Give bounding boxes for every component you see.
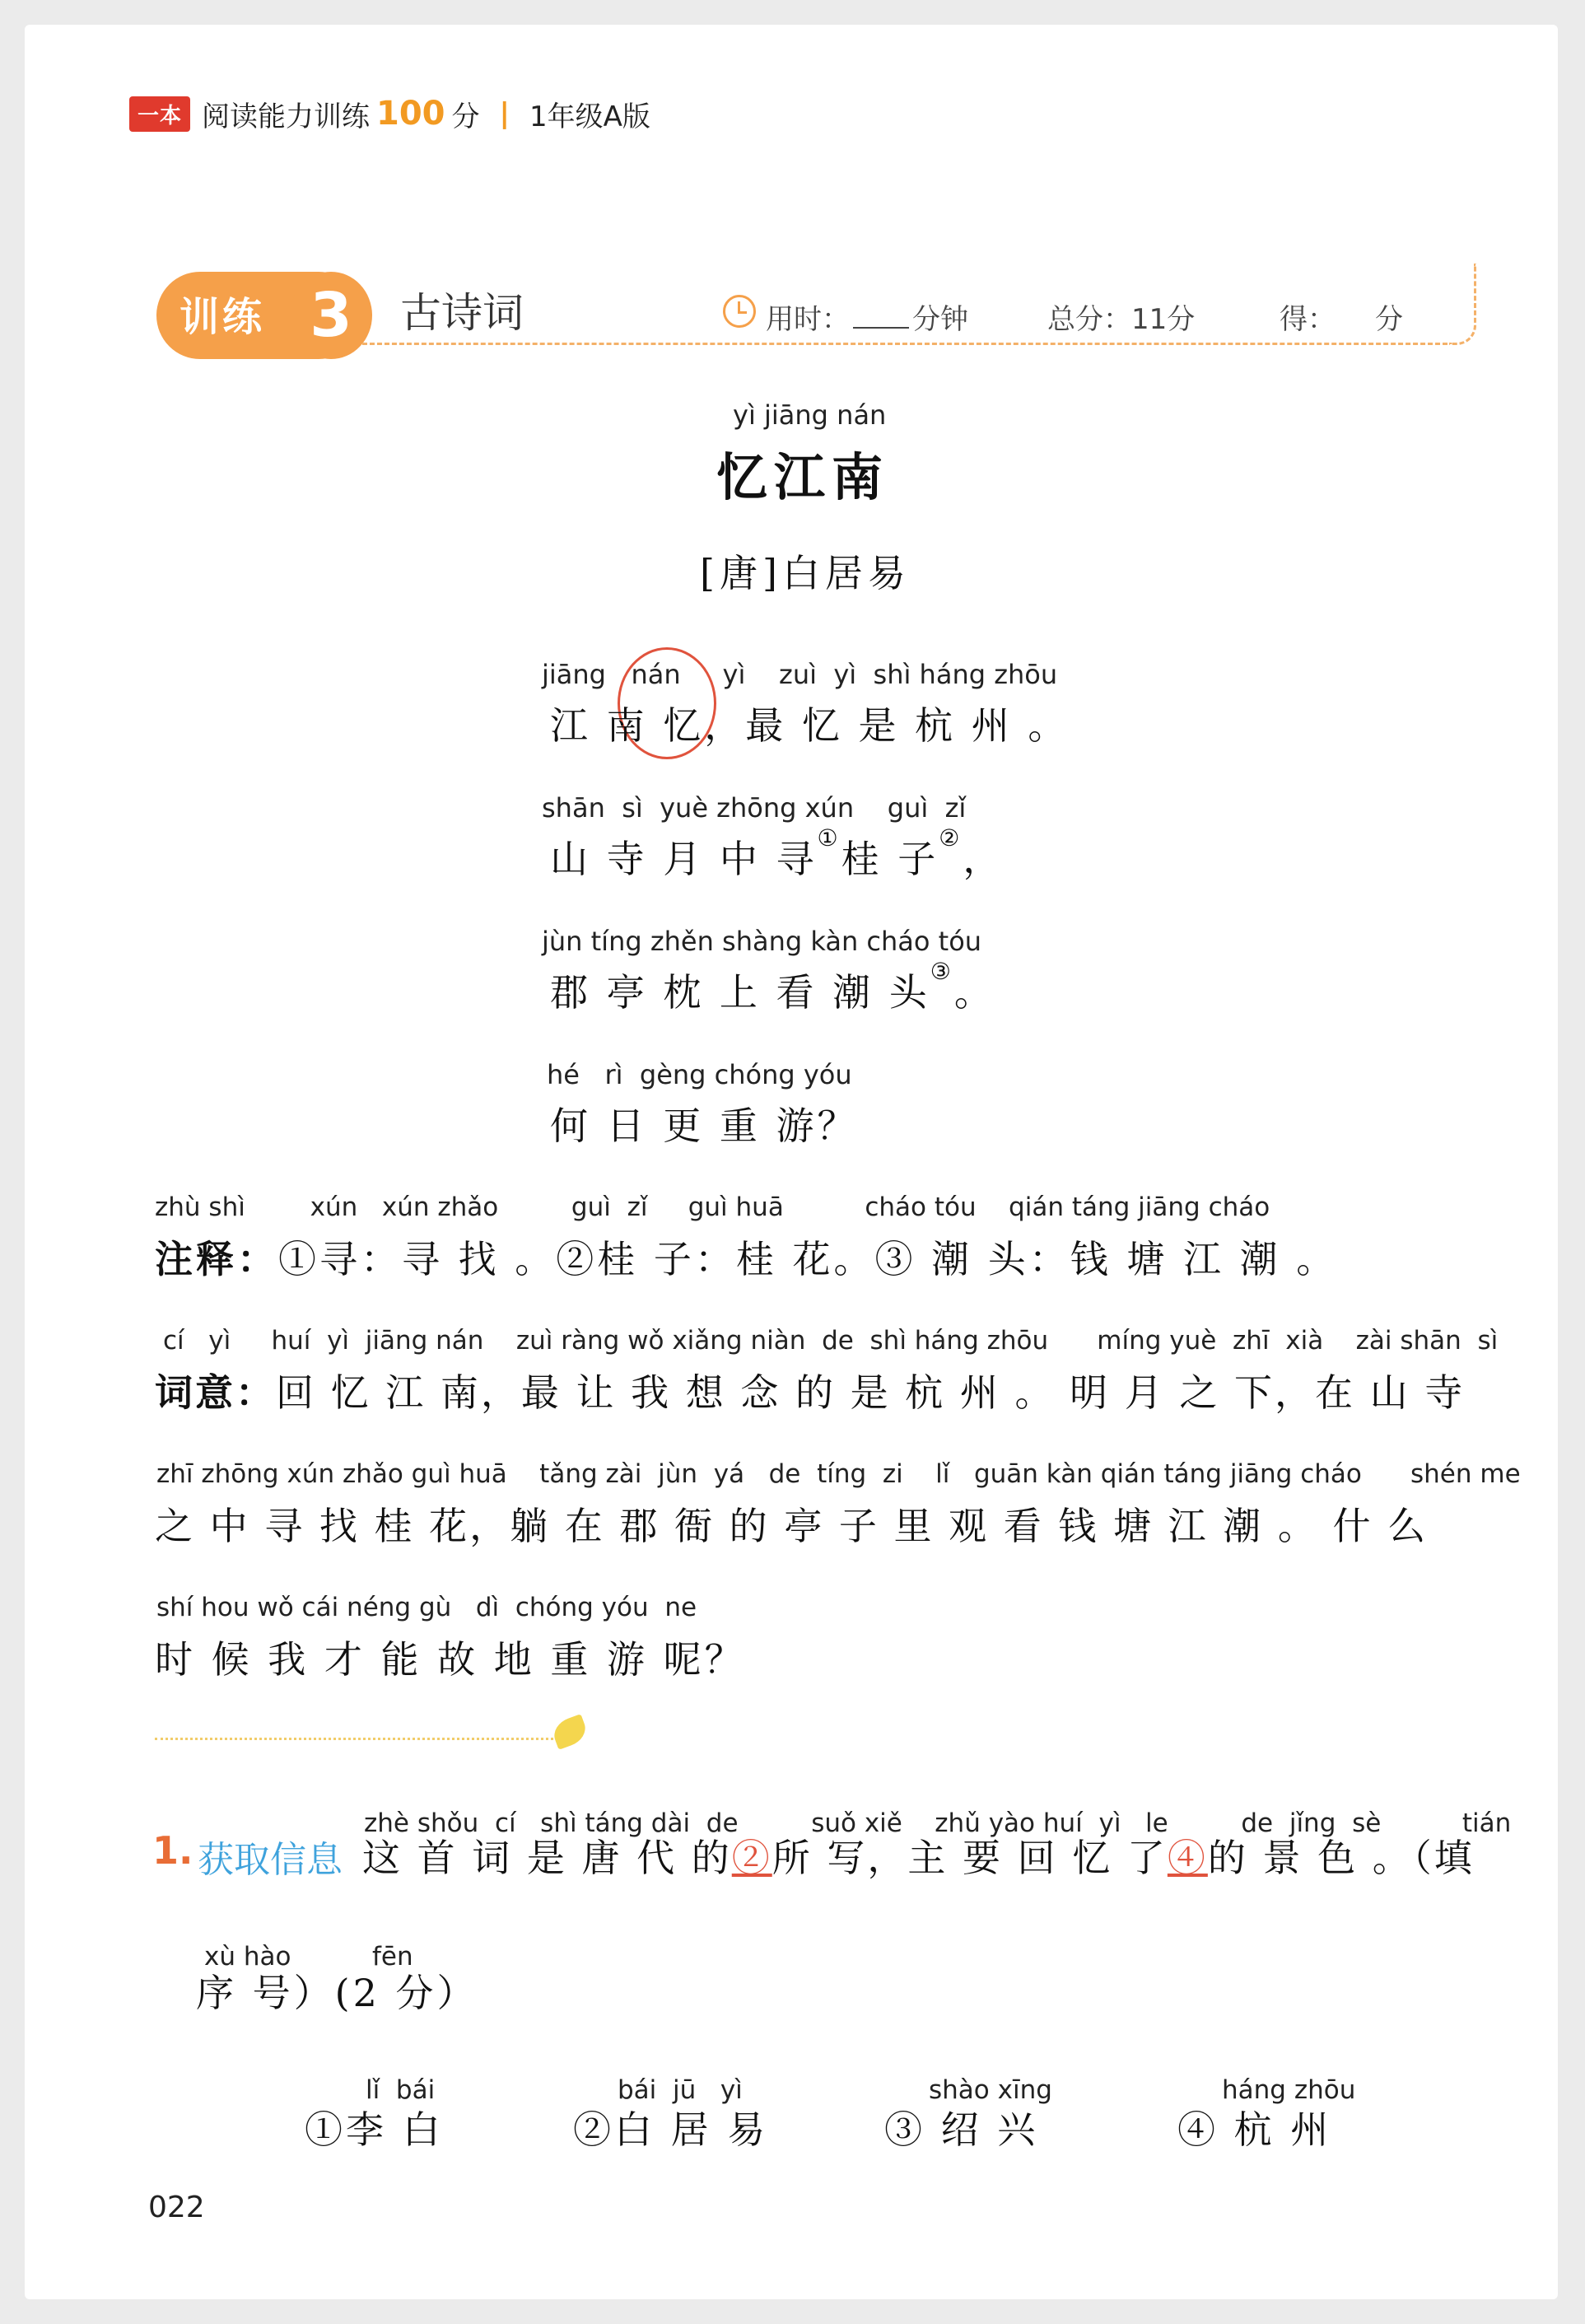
score-label: 得： [1280, 303, 1336, 336]
option3-pinyin: shào xīng [929, 2075, 1052, 2105]
poem-line2-c: ， [963, 837, 1005, 881]
poem-line4: 何 日 更 重 游？ [550, 1104, 859, 1148]
poem-title-pinyin: yì jiāng nán [733, 399, 887, 431]
time-field [766, 296, 968, 337]
meaning-label: 词意： [155, 1370, 276, 1415]
book-header [129, 89, 650, 138]
total-score: 总分：11分 [1047, 303, 1196, 336]
poem-line3-a: 郡 亭 枕 上 看 潮 头 [550, 970, 930, 1015]
banner-dashed-line [362, 343, 1447, 345]
question1-text-b: 所 写，主 要 回 忆 了 [772, 1836, 1168, 1880]
poem-line1: 江 南 忆，最 忆 是 杭 州 。 [550, 703, 1070, 748]
option2-pinyin: bái jū yì [618, 2075, 743, 2105]
banner-dashed-corner [1449, 264, 1476, 345]
brand-score: 100 [376, 95, 445, 133]
header-separator: | [499, 97, 510, 130]
unit-title: 古诗词 [400, 289, 524, 337]
meaning-line1 [155, 1363, 1465, 1417]
time-label: 用时： [766, 303, 850, 336]
poem-line3-c: 。 [953, 970, 995, 1015]
notes-pinyin: zhù shì xún xún zhǎo guì zǐ guì huā cháo tóu qián táng jiāng cháo [155, 1192, 1270, 1222]
option4-pinyin: háng zhōu [1222, 2075, 1356, 2105]
brand-logo: 一本 [129, 96, 190, 132]
option3[interactable]: ③ 绍 兴 [884, 2107, 1039, 2152]
meaning-line2: 之 中 寻 找 桂 花，躺 在 郡 衙 的 亭 子 里 观 看 钱 塘 江 潮 。 什 么 [155, 1504, 1429, 1548]
notes-line [155, 1230, 1337, 1284]
brand-unit: 分 [451, 100, 480, 133]
answer-blank-2[interactable]: ④ [1167, 1836, 1208, 1880]
option2[interactable]: ②白 居 易 [573, 2107, 769, 2152]
question1-text-a: 这 首 词 是 唐 代 的 [362, 1836, 732, 1880]
poem-line1-pinyin: jiāng nán yì zuì yì shì háng zhōu [542, 659, 1058, 690]
question1-pinyin: zhè shǒu cí shì táng dài de suǒ xiě zhǔ yào huí yì le de jǐng sè tián [364, 1808, 1512, 1838]
time-unit: 分钟 [912, 303, 968, 336]
section-divider [155, 1738, 553, 1740]
option1-pinyin: lǐ bái [366, 2075, 436, 2105]
footnote-ref-1: ① [817, 824, 841, 852]
question1-text-c: 的 景 色 。（填 [1207, 1836, 1475, 1880]
poem-title: 忆江南 [716, 447, 890, 507]
question1-pinyin2: xù hào fēn [204, 1942, 413, 1972]
edition-label: 1年级A版 [529, 100, 650, 133]
page-number: 022 [148, 2191, 205, 2224]
poem-line2 [550, 824, 1005, 884]
unit-badge-number: 3 [290, 272, 372, 359]
poem-author: [唐]白居易 [700, 551, 911, 595]
question1-tag: 获取信息 [198, 1839, 343, 1881]
poem-line2-a: 山 寺 月 中 寻 [550, 837, 818, 881]
poem-line4-pinyin: hé rì gèng chóng yóu [547, 1059, 852, 1090]
footnote-ref-3: ③ [930, 958, 954, 985]
footnote-ref-2: ② [939, 824, 963, 852]
time-blank[interactable] [853, 327, 909, 329]
meaning-line1-pinyin: cí yì huí yì jiāng nán zuì ràng wǒ xiǎng niàn de shì háng zhōu míng yuè zhī xià zài shān sì [163, 1326, 1499, 1356]
score-unit: 分 [1375, 303, 1403, 336]
question1-text-d: 序 号）(2 分） [196, 1971, 478, 2015]
brand-name: 阅读能力训练 [202, 100, 371, 133]
meaning-line3-pinyin: shí hou wǒ cái néng gù dì chóng yóu ne [156, 1593, 697, 1622]
poem-line2-pinyin: shān sì yuè zhōng xún guì zǐ [542, 792, 967, 824]
poem-line3 [550, 958, 995, 1017]
unit-badge-label: 训练 [179, 294, 266, 340]
option4[interactable]: ④ 杭 州 [1177, 2107, 1332, 2152]
poem-line3-pinyin: jùn tíng zhěn shàng kàn cháo tóu [542, 926, 982, 957]
meaning-line3: 时 候 我 才 能 故 地 重 游 呢？ [155, 1637, 746, 1682]
question1-text [362, 1828, 1475, 1883]
notes-label: 注释： [155, 1237, 278, 1281]
answer-blank-1[interactable]: ② [731, 1836, 772, 1880]
meaning-line2-pinyin: zhī zhōng xún zhǎo guì huā tǎng zài jùn yá de tíng zi lǐ guān kàn qián táng jiāng cháo shén me [156, 1459, 1521, 1489]
option1[interactable]: ①李 白 [305, 2107, 444, 2152]
poem-line2-b: 桂 子 [841, 837, 939, 881]
meaning-text1: 回 忆 江 南，最 让 我 想 念 的 是 杭 州 。 明 月 之 下，在 山 寺 [276, 1370, 1466, 1415]
notes-text: ①寻：寻 找 。②桂 子：桂 花。③ 潮 头：钱 塘 江 潮 。 [278, 1237, 1338, 1281]
question1-number: 1. [152, 1828, 193, 1873]
clock-icon [723, 295, 756, 328]
